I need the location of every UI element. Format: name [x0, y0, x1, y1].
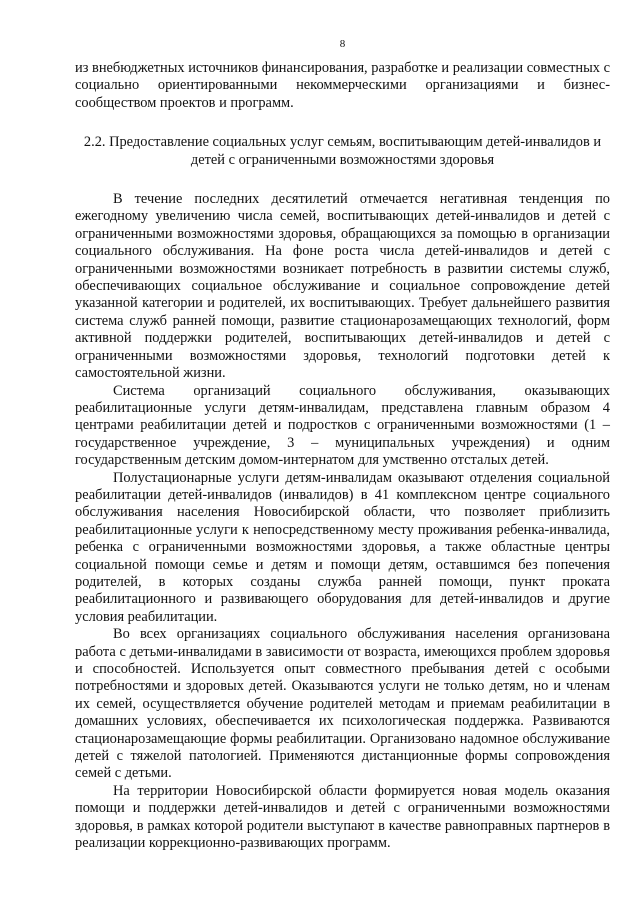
section-heading: 2.2. Предоставление социальных услуг семьям, воспитывающим детей-инвалидов и детей с ограниченными возможностями здоровья [83, 134, 602, 168]
page-number: 8 [339, 38, 346, 50]
paragraph-semistationary: Полустационарные услуги детям-инвалидам оказывают отделения социальной реабилитации детей-инвалидов (инвалидов) в 41 комплексном центре социального обслуживания населения Новосибирской области, что позволяет приблизить реабилитационные услуги к непосредственному месту проживания ребенка-инвалида, ребенка с ограниченными возможностями здоровья, а также областные центры социальной помощи семье и детям и помощи детям, оставшимся без попечения родителей, в которых созданы служба ранней помощи, пункт проката реабилитационного и развивающего оборудования для детей-инвалидов и другие условия реабилитации. [75, 469, 610, 625]
paragraph-trends: В течение последних десятилетий отмечается негативная тенденция по ежегодному увеличению числа семей, воспитывающих детей-инвалидов и детей с ограниченными возможностями здоровья, обращающихся за помощью в организации социального обслуживания. На фоне роста числа детей-инвалидов и детей с ограниченными возможностями возникает потребность в развитии системы служб, обеспечивающих социальное обслуживание и социальное сопровождение детей указанной категории и родителей, их воспитывающих. Требует дальнейшего развития система служб ранней помощи, развитие стационарозамещающих технологий, форм активной поддержки родителей, воспитывающих детей-инвалидов и детей с ограниченными возможностями здоровья, технологий подготовки детей к самостоятельной жизни. [75, 191, 610, 382]
intro-paragraph: из внебюджетных источников финансирования, разработке и реализации совместных с социально ориентированными некоммерческими организациями и бизнес-сообществом проектов и программ. [75, 60, 610, 111]
paragraph-system: Система организаций социального обслуживания, оказывающих реабилитационные услуги детям-инвалидам, представлена главным образом 4 центрами реабилитации детей и подростков с ограниченными возможностями (1 – государственное учреждение, 3 – муниципальных учреждения) и одним государственным детским домом-интернатом для умственно отсталых детей. [75, 382, 610, 469]
document-body [75, 60, 610, 852]
paragraph-organizations: Во всех организациях социального обслуживания населения организована работа с детьми-инвалидами в зависимости от возраста, имеющихся проблем здоровья и способностей. Используется опыт совместного пребывания детей с особыми потребностями и здоровых детей. Оказываются услуги не только детям, но и членам их семей, осуществляется обучение родителей методам и приемам реабилитации в домашних условиях, обеспечивается их психологическая поддержка. Развиваются стационарозамещающие формы реабилитации. Организовано надомное обслуживание детей с тяжелой патологией. Применяются дистанционные формы сопровождения семей с детьми. [75, 626, 610, 782]
paragraph-new-model: На территории Новосибирской области формируется новая модель оказания помощи и поддержки детей-инвалидов и детей с ограниченными возможностями здоровья, в рамках которой родители выступают в качестве равноправных партнеров в реализации коррекционно-развивающих программ. [75, 782, 610, 852]
